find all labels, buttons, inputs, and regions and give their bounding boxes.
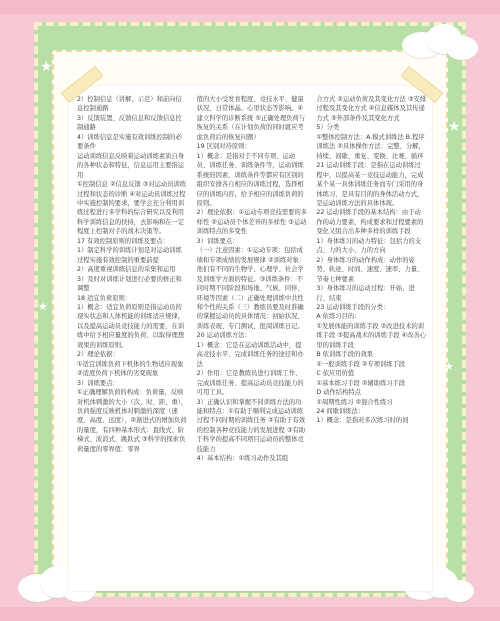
text-paragraph: 2）身体练习的动作构成：动作的姿势、轨迹、时间、速度、速率、力量、节奏七种要素 bbox=[316, 256, 424, 283]
text-paragraph: 4）训练信息是实施有效训练控制的必要条件 bbox=[77, 133, 182, 151]
text-paragraph: 23 运动训练手段的分类： bbox=[316, 303, 390, 311]
document-page bbox=[69, 86, 432, 591]
text-paragraph: 2）高度重视训练信息的采集和运用 bbox=[77, 266, 176, 274]
text-columns bbox=[77, 95, 427, 587]
column-left bbox=[77, 95, 188, 587]
text-paragraph: 19 区别对待原则： bbox=[196, 143, 251, 151]
text-paragraph: 5）分类 bbox=[316, 124, 340, 132]
text-paragraph: A 依练习目的： bbox=[316, 313, 361, 321]
star-icon: ★ bbox=[448, 119, 461, 135]
star-icon: ★ bbox=[38, 300, 48, 313]
star-icon: ★ bbox=[40, 59, 53, 75]
text-paragraph: 21 运动训练手段：是指在运动训练过程中，以提高某一竞技运动能力，完成某个某一具体训练任务而专门采用的身体练习，是具有目的的身体活动方式，是运动训练方法的具体体现。 bbox=[316, 162, 424, 207]
text-paragraph: 3）及时对训练计划进行必要的修正和调整 bbox=[77, 275, 182, 293]
text-paragraph: 1）概念：它是在运动训练活动中，提高竞技水平、完成训练任务的途径和办法 bbox=[196, 341, 304, 368]
text-paragraph: 18 适宜负荷原则： bbox=[77, 294, 132, 302]
text-paragraph: 2）理论依据：①运动专项竞技需要的多样性 ②运动员个体差异的多样性 ③运动训练特点的多变性 bbox=[196, 209, 308, 236]
text-paragraph: ①控制信息 ②信息反馈 ③对运动员训练过程和状态的诊断 ④对运动员训练过程中实施控制的要求，要学会充分利用训练过程进行多学科的综合研究以及利用科学训练信息的扶持，去影响和在一定程度上控制对手的战术决策等。 bbox=[77, 181, 187, 236]
text-paragraph: 3）身体练习的运动过程：开始、进行、结束 bbox=[316, 285, 415, 302]
text-paragraph: ①发展体能的训练手段 ②改进技术的训练手段 ③提高战术的训练手段 ④改善心里的训练手段 bbox=[316, 322, 427, 349]
text-paragraph: ①正确理解负荷的构成：负荷量，反映对机体刺激的大小（次、时、距、重），负荷强度反映机体对刺激的深度（速度、高度、远度），②渐进式的增加负荷的量度，有四种基本形式：直线式、阶梯式、波浪式、跳跃式 ③科学的探索负荷量度的零界值：零界 bbox=[77, 389, 188, 453]
text-paragraph: 17 有效控制原则的训练及要点： bbox=[77, 237, 169, 245]
text-paragraph: ①基本练习手段 ②辅助练习手段 bbox=[316, 379, 406, 387]
text-paragraph: 20 运动训练方法： bbox=[196, 332, 251, 340]
text-paragraph: 1）身体练习的动力特征：包括力的支点、力的大小、力的方向 bbox=[316, 237, 422, 255]
text-paragraph: 3）反馈装置、反馈信息和反馈信息控制通路 bbox=[77, 114, 182, 132]
text-paragraph: 2）作用：它是教练员进行训练工作、完成训练任务、提高运动员竞技能力的可用工具。 bbox=[196, 370, 304, 397]
text-paragraph: ①一般训练手段 ②专项训练手段 bbox=[316, 360, 406, 368]
text-paragraph: 值的大小受发育程度、竞技水平、健康状况、日常体晶、心里状态等影响。④建立科学的诊断系统 ⑤正确处理负荷与恢复的关系（在计划负荷的同时就应考虑负荷后的恢复问题） bbox=[196, 96, 306, 141]
text-paragraph: （一）注意因素：①运动专项：包括成绩和专项成绩的发展规律 ②训练对象：他们有不同的生物学、心理学、社会学及训练学方面的特征。③训练条件：不同时期不同阶段和场地、气候、同伴、环境等因素（二）正确处理训练中共性和个性的关系（三）教练员要及时准确的掌握运动员的具体情况：初始状况、训练表现、专门测试、批阅训练日记。 bbox=[196, 247, 306, 330]
text-paragraph: ①适宜训练负荷下机体的生物适应现象 ②适度负荷下机体的劣变现象 bbox=[77, 360, 186, 378]
text-paragraph: ①周期性练习 ②混合性练习 bbox=[316, 398, 393, 406]
text-paragraph: 1）制定科学的训练计划是对运动训练过程实施有效控制的重要前提 bbox=[77, 247, 182, 264]
text-paragraph: 22 运动训练手段的基本结构：由于动作的动力要素，构成要求和过程要素的变化又组合出多种多样的训练手段 bbox=[316, 209, 424, 236]
text-paragraph: D 动作结构特点 bbox=[316, 389, 361, 397]
bottom-stripe bbox=[0, 607, 500, 621]
top-stripe bbox=[0, 0, 500, 14]
text-paragraph: ①整体控制方法：A.模式训练法 B.程序训练法 ②具体操作方法：完整、分解，持续、间歇、重复、变换、比赛、循环 bbox=[316, 133, 425, 160]
text-paragraph: 3）训练要点： bbox=[77, 379, 119, 387]
text-paragraph: 2）控制信息（讲解、示范）和前向信息控制通路 bbox=[77, 96, 182, 113]
text-paragraph: 1）概念：适宜负荷原则是指运动员的现实状态和人体机能的训练适应规律，以及提高运动员竞技能力的需要，在训练中给予相应量度的负荷，以取得理想效果的训练原则。 bbox=[77, 303, 185, 349]
text-paragraph: 1）概念：是指对多次练习时的间 bbox=[316, 417, 409, 425]
column-right bbox=[316, 95, 427, 587]
text-paragraph: 运动训练信息反映着运动训练素质自身的各种状态和特征，信息运用主要指运用 bbox=[77, 152, 185, 179]
column-middle bbox=[197, 95, 308, 587]
text-paragraph: 4）基本结构：①练习动作及其组 bbox=[196, 455, 289, 463]
text-paragraph: 24 间歇训练法： bbox=[316, 407, 365, 415]
text-paragraph: 2）理论依据： bbox=[77, 351, 119, 359]
star-icon: ★ bbox=[444, 360, 454, 373]
text-paragraph: 合方式 ②运动负荷及其变化方法 ③安排过程及其变化方式 ④信息媒体及其传递方式 ⑤外部条件及其变化方式 bbox=[316, 96, 427, 122]
text-paragraph: 1）概念：是指对于不同专项、运动员、训练任务、训练条件等，运动训练系统的因素，训练条件等都应有区别的组织安排各自相应的训练过程，选择相应的训练内容，给予相应的训练负荷的原则。 bbox=[196, 152, 304, 207]
text-paragraph: 3）训练要点： bbox=[196, 237, 239, 245]
text-paragraph: 3）正确认识和掌握不同训练方法的功能和特点：①有助于顺利完成运动训练过程不同时期的训练任务 ②有助于有效的控制各种竞技能力的发展进程 ③有助于科学的提高不同项目运动员的整体竞技能力 bbox=[196, 398, 306, 453]
text-paragraph: C 依应用价值 bbox=[316, 370, 355, 378]
text-paragraph: B 依训练手段的效果 bbox=[316, 351, 374, 359]
